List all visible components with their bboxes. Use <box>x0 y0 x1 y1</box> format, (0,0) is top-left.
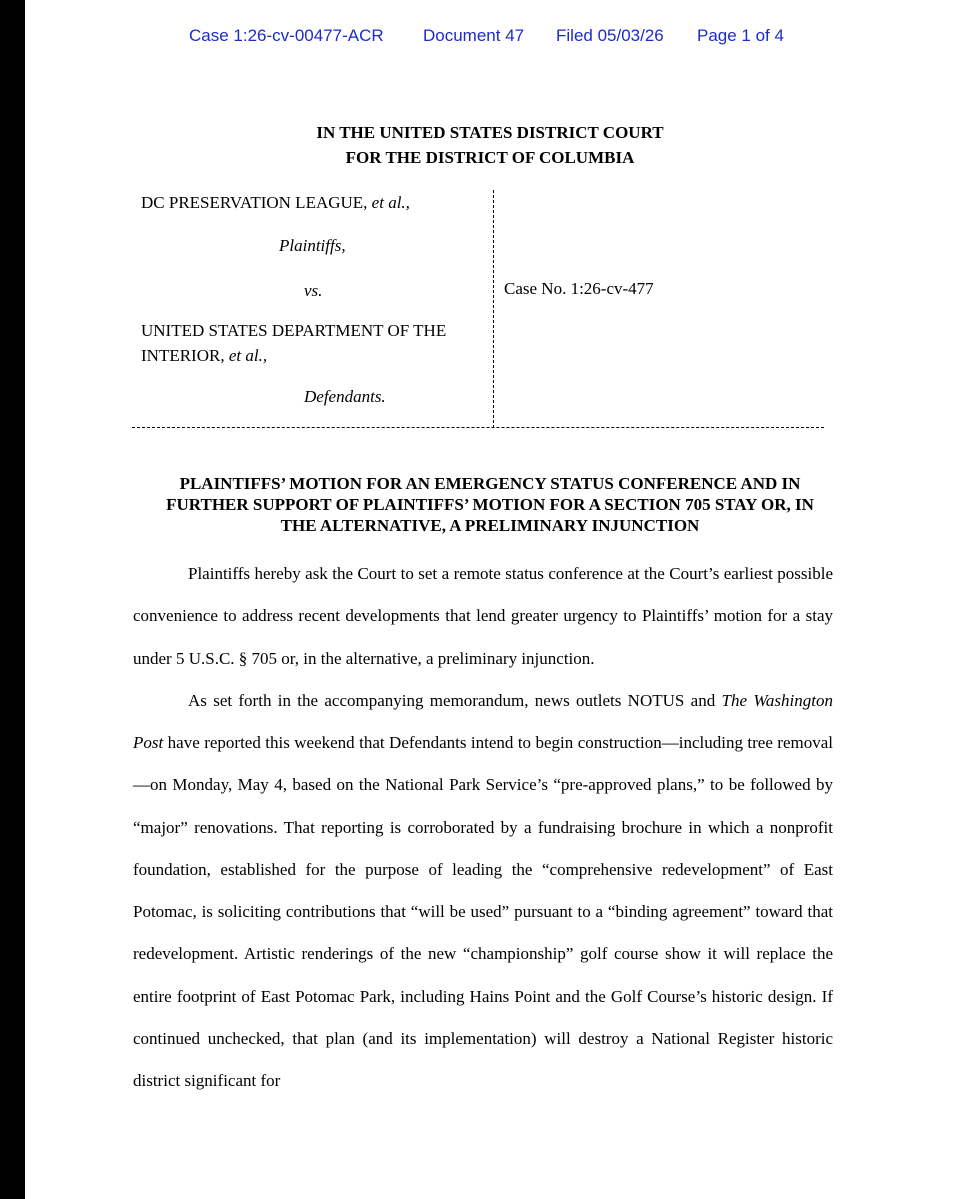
paragraph-1: Plaintiffs hereby ask the Court to set a remote status conference at the Court’s earliest possible convenience to address recent developments that lend greater urgency to Plaintiffs’ motion for a stay under 5 U.S.C. § 705 or, in the alternative, a preliminary injunction. <box>133 564 833 668</box>
court-line-1: IN THE UNITED STATES DISTRICT COURT <box>316 123 664 142</box>
versus-label: vs. <box>304 281 323 300</box>
ecf-page-count: Page 1 of 4 <box>697 26 784 45</box>
plaintiffs-role: Plaintiffs, <box>279 236 346 255</box>
defendant-etal: et al., <box>228 346 268 365</box>
caption-horizontal-divider <box>132 427 824 428</box>
defendant-line-1: UNITED STATES DEPARTMENT OF THE <box>141 321 447 340</box>
paragraph-2-rest: have reported this weekend that Defendants intend to begin construction—including tree removal—on Monday, May 4, based on the National Park Service’s “pre-approved plans,” to be followed by “major” renovations. That reporting is corroborated by a fundraising brochure in which a nonprofit foundation, established for the purpose of leading the “comprehensive redevelopment” of East Potomac, is soliciting contributions that “will be used” pursuant to a “binding agreement” toward that redevelopment. Artistic renderings of the new “championship” golf course show it will replace the entire footprint of East Potomac Park, including Hains Point and the Golf Course’s historic design. If continued unchecked, that plan (and its implementation) will destroy a National Register historic district significant for <box>133 733 833 1090</box>
ecf-document-number: Document 47 <box>423 26 525 45</box>
court-line-2: FOR THE DISTRICT OF COLUMBIA <box>345 148 635 167</box>
motion-title <box>115 473 865 536</box>
caption-vertical-divider <box>493 190 494 428</box>
title-line-2: FURTHER SUPPORT OF PLAINTIFFS’ MOTION FOR A SECTION 705 STAY OR, IN <box>166 495 814 514</box>
ecf-case-number: Case 1:26-cv-00477-ACR <box>189 26 384 45</box>
plaintiff-etal: et al., <box>371 193 410 212</box>
publication-name: The Washington Post <box>133 690 833 752</box>
court-heading <box>25 120 955 170</box>
plaintiff-name: DC PRESERVATION LEAGUE, <box>141 193 368 212</box>
paragraph-2-start: As set forth in the accompanying memorandum, news outlets NOTUS and <box>188 690 722 710</box>
document-page <box>25 0 980 1199</box>
motion-body <box>133 553 833 1102</box>
plaintiff-party <box>141 193 410 213</box>
defendants-role: Defendants. <box>304 387 386 406</box>
defendant-line-2 <box>141 346 267 366</box>
title-line-1: PLAINTIFFS’ MOTION FOR AN EMERGENCY STATUS CONFERENCE AND IN <box>179 474 801 493</box>
case-number: Case No. 1:26-cv-477 <box>504 279 654 298</box>
title-line-3: THE ALTERNATIVE, A PRELIMINARY INJUNCTION <box>280 516 700 535</box>
defendant-agency-end: INTERIOR, <box>141 346 225 365</box>
paragraph-2 <box>133 680 833 1103</box>
ecf-filed-date: Filed 05/03/26 <box>556 26 664 45</box>
